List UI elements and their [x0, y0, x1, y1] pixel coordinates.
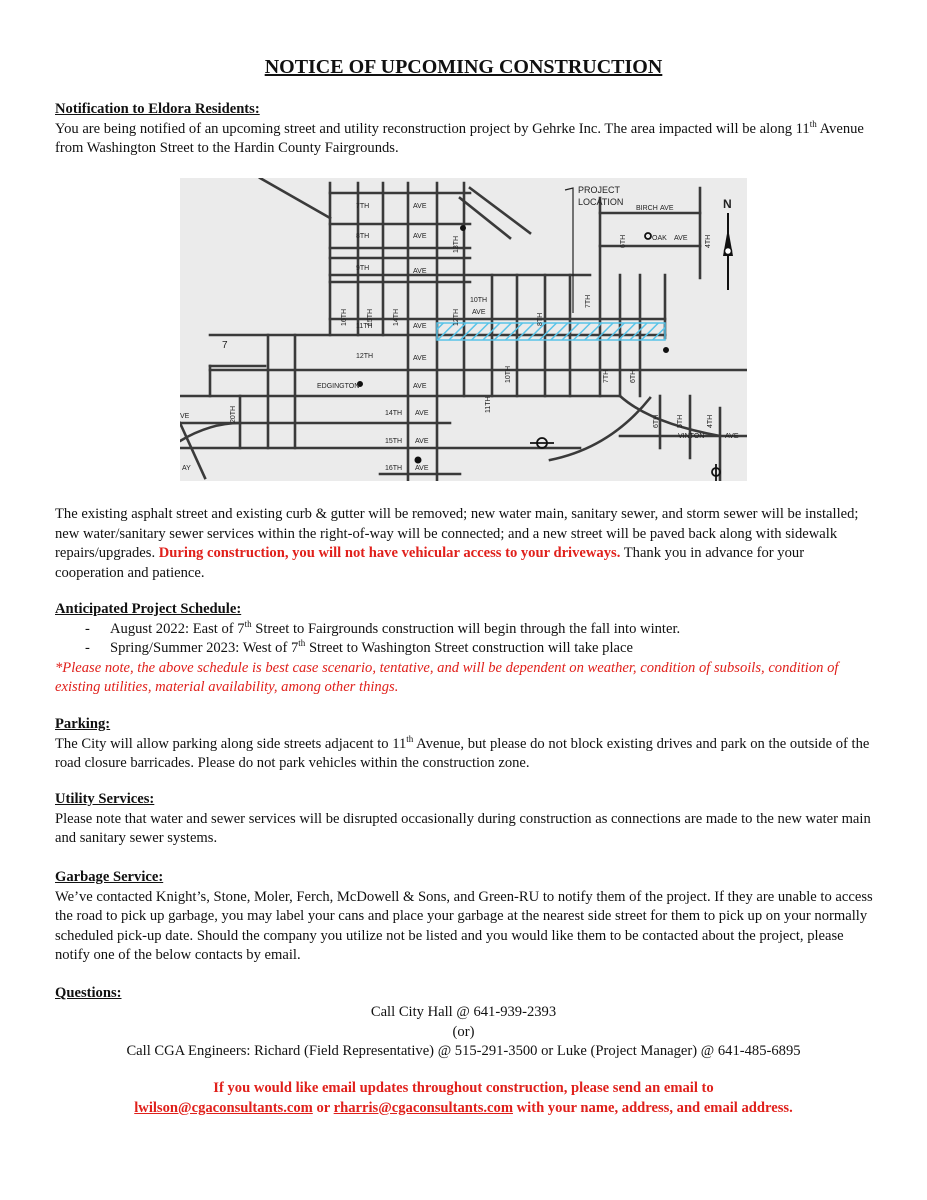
map-label-vinton: VINTON: [678, 433, 705, 440]
map-label-7th: 7TH: [356, 203, 370, 210]
map-label-ave: AVE: [660, 205, 674, 212]
map-label-12th-st: 12TH: [453, 308, 460, 326]
map-label-16th-st: 16TH: [341, 308, 348, 326]
notification-text-b: Avenue from Washington Street to the Hardin County Fairgrounds.: [55, 120, 864, 156]
schedule-item-1-b: Street to Fairgrounds construction will begin through the fall into winter.: [251, 620, 681, 637]
map-label-ave: AVE: [413, 323, 427, 330]
utility-text: Please note that water and sewer services will be disrupted occasionally during construction as connections are made to the new water main and sanitary sewer systems.: [55, 810, 871, 846]
map-label-9th: 9TH: [356, 265, 370, 272]
notification-section: [55, 100, 875, 159]
ordinal-suffix: th: [244, 618, 252, 629]
map-label-ve: VE: [180, 413, 190, 420]
email-or: or: [312, 1099, 334, 1116]
map-label-ave: AVE: [415, 465, 429, 472]
map-label-10th: 10TH: [470, 297, 488, 304]
map-label-5th-st: 5TH: [677, 414, 684, 428]
contacts-block: [40, 1003, 887, 1062]
email-link-rharris[interactable]: rharris@cgaconsultants.com: [333, 1099, 513, 1116]
questions-heading: Questions:: [55, 985, 122, 1001]
map-label-16th: 16TH: [385, 465, 403, 472]
email-updates-rest: with your name, address, and email address.: [512, 1099, 793, 1116]
list-dash: -: [85, 620, 90, 637]
map-label-edgington: EDGINGTON: [317, 383, 360, 390]
schedule-note: *Please note, the above schedule is best case scenario, tentative, and will be dependent on weather, condition of subsoils, condition of existing utilities, material availability, among other things.: [55, 659, 839, 695]
parking-text-a: The City will allow parking along side streets adjacent to 11: [55, 735, 407, 752]
ordinal-suffix: th: [809, 118, 817, 129]
map-label-location: LOCATION: [578, 197, 624, 207]
parking-text-b: Avenue, but please do not block existing drives and park on the outside of the road closure barricades. Please do not park vehicles within the construction zone.: [55, 735, 870, 771]
garbage-text: We’ve contacted Knight’s, Stone, Moler, Ferch, McDowell & Sons, and Green-RU to notify them of the project. If they are unable to access the road to pick up garbage, you may label your cans and place your garbage at the nearest side street for them to pick up on your normally scheduled pick-up date. Should the company you utilize not be listed and you would like them to be contacted about the project, please notify one of the below contacts by email.: [55, 888, 873, 963]
utility-section: [55, 790, 875, 849]
map-label-8th-st: 8TH: [537, 312, 544, 326]
map-label-ave: AVE: [674, 235, 688, 242]
map-label-7th-st: 7TH: [585, 294, 592, 308]
city-hall-line: Call City Hall @ 641-939-2393: [370, 1004, 557, 1020]
map-label-ave: AVE: [415, 438, 429, 445]
email-link-lwilson[interactable]: lwilson@cgaconsultants.com: [134, 1099, 313, 1116]
description-text: The existing asphalt street and existing curb & gutter will be removed; new water main, sanitary sewer, and storm sewer will be installed; new water/sanitary sewer services within the right-of-way will be connected; and a new street will be paved back along with sidewalk repairs/upgrades.: [55, 506, 859, 561]
map-label-7: 7: [222, 340, 228, 351]
project-hatch-area: [437, 323, 665, 340]
map-label-6th-st-b: 6TH: [630, 369, 637, 383]
or-line: (or): [452, 1023, 475, 1040]
schedule-item-2-a: Spring/Summer 2023: West of 7: [110, 640, 299, 656]
map-label-7th-st-b: 7TH: [603, 369, 610, 383]
project-location-map: [180, 178, 747, 481]
utility-heading: Utility Services:: [55, 791, 155, 807]
map-label-14th: 14TH: [385, 410, 403, 417]
email-updates-line2: [40, 1099, 887, 1119]
description-thanks: Thank you in advance for your cooperation and patience.: [55, 545, 805, 581]
schedule-item-2: [55, 639, 875, 659]
map-label-13th-st: 13TH: [453, 235, 460, 253]
driveway-warning: During construction, you will not have vehicular access to your driveways.: [158, 545, 621, 561]
email-updates-line1: If you would like email updates throughout construction, please send an email to: [213, 1080, 714, 1096]
map-label-ay: AY: [182, 465, 191, 472]
map-label-15th: 15TH: [385, 438, 403, 445]
parking-section: [55, 715, 875, 774]
map-label-11th-st: 11TH: [485, 396, 492, 413]
map-label-12th: 12TH: [356, 353, 374, 360]
map-label-ave: AVE: [415, 410, 429, 417]
map-label-ave: AVE: [413, 203, 427, 210]
map-label-15th-st: 15TH: [367, 308, 374, 326]
email-updates-block: [40, 1079, 887, 1118]
parking-text: [55, 735, 875, 774]
parking-heading: Parking:: [55, 716, 111, 732]
map-label-ave: AVE: [413, 233, 427, 240]
map-label-20th-st: 20TH: [230, 405, 237, 423]
page-title: NOTICE OF UPCOMING CONSTRUCTION: [264, 56, 663, 78]
map-label-6th-st-c: 6TH: [653, 414, 660, 428]
questions-section: [55, 984, 875, 1004]
map-label-11th: 11TH: [356, 323, 373, 330]
map-label-4th-st-b: 4TH: [707, 414, 714, 428]
description-section: [55, 505, 875, 583]
map-label-ave: AVE: [725, 433, 739, 440]
map-label-ave: AVE: [413, 383, 427, 390]
cga-engineers-line: Call CGA Engineers: Richard (Field Representative) @ 515-291-3500 or Luke (Project Manager) @ 641-485-6895: [126, 1043, 801, 1059]
schedule-item-1-a: August 2022: East of 7: [110, 620, 245, 637]
notification-heading: Notification to Eldora Residents:: [55, 101, 260, 117]
map-label-project: PROJECT: [578, 185, 621, 195]
schedule-section: [55, 600, 875, 698]
schedule-item-1: [55, 620, 875, 640]
garbage-heading: Garbage Service:: [55, 869, 164, 885]
notification-text: [55, 120, 875, 159]
map-label-8th: 8TH: [356, 233, 370, 240]
map-north-label: N: [723, 197, 732, 211]
schedule-heading: Anticipated Project Schedule:: [55, 601, 242, 617]
map-label-oak: OAK: [652, 235, 667, 242]
map-label-ave: AVE: [472, 309, 486, 316]
ordinal-suffix: th: [406, 733, 414, 744]
ordinal-suffix: th: [298, 638, 306, 649]
map-label-4th-st: 4TH: [705, 234, 712, 248]
map-label-birch: BIRCH: [636, 205, 658, 212]
map-label-ave: AVE: [413, 355, 427, 362]
map-label-6th-st: 6TH: [620, 234, 627, 248]
list-dash: -: [85, 640, 90, 656]
map-label-14th-st: 14TH: [393, 308, 400, 326]
schedule-item-2-b: Street to Washington Street construction will take place: [305, 640, 633, 656]
map-label-ave: AVE: [413, 268, 427, 275]
garbage-section: [55, 868, 875, 966]
map-label-10th-st: 10TH: [505, 365, 512, 383]
notification-text-a: You are being notified of an upcoming street and utility reconstruction project by Gehrke Inc. The area impacted will be along 11: [55, 120, 810, 137]
